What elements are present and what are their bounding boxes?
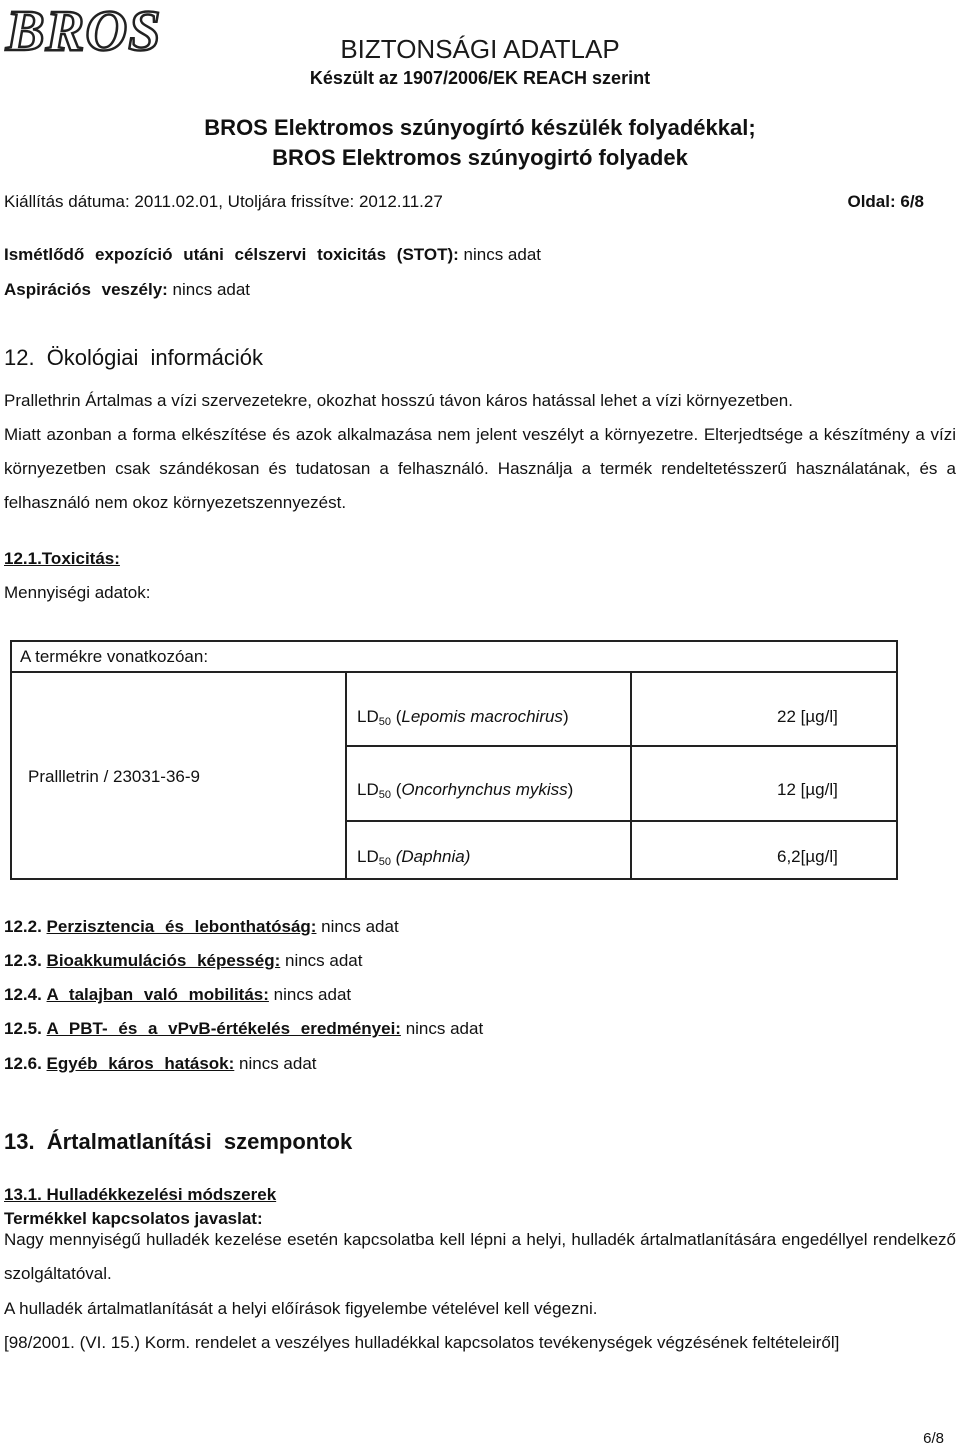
- ld-label: LD: [357, 707, 379, 726]
- section-13-paragraph-3: [98/2001. (VI. 15.) Korm. rendelet a veszélyes hulladékkal kapcsolatos tevékenységek végzésének feltételeiről]: [4, 1333, 840, 1352]
- table-value: 22 [µg/l]: [777, 707, 838, 726]
- item-12-3: [4, 951, 363, 971]
- item-label: A PBT- és a vPvB-értékelés eredményei:: [46, 1019, 401, 1038]
- item-number: 12.6.: [4, 1054, 42, 1073]
- ld-subscript: 50: [378, 789, 391, 801]
- item-value: nincs adat: [268, 985, 352, 1004]
- aspiration-line: [4, 280, 250, 300]
- section-13-1-title: [4, 1185, 276, 1205]
- item-12-4: [4, 985, 351, 1005]
- table-value: 6,2[µg/l]: [777, 847, 838, 866]
- toxicity-table: [10, 640, 898, 880]
- item-value: nincs adat: [280, 951, 363, 970]
- aspiration-value: nincs adat: [167, 280, 251, 299]
- item-12-5: [4, 1019, 483, 1039]
- table-divider: [345, 745, 898, 747]
- item-label: Bioakkumulációs képesség:: [46, 951, 281, 970]
- section-13-paragraph-1: Nagy mennyiségű hulladék kezelése esetén kapcsolatba kell lépni a helyi, hulladék ártalmatlanítására engedéllyel rendelkező szolgáltatóval.: [4, 1230, 956, 1283]
- item-label: Perzisztencia és lebonthatóság:: [46, 917, 317, 936]
- item-number: 12.5.: [4, 1019, 42, 1038]
- ld-subscript: 50: [378, 856, 391, 868]
- section-13-paragraph-2: A hulladék ártalmatlanítását a helyi előírások figyelembe vételével kell végezni.: [4, 1299, 598, 1318]
- section-13-title: 13. Ártalmatlanítási szempontok: [4, 1129, 353, 1154]
- table-divider: [345, 671, 347, 880]
- item-value: nincs adat: [234, 1054, 317, 1073]
- table-divider: [10, 671, 898, 673]
- table-substance: Prallletrin / 23031-36-9: [28, 767, 200, 786]
- page-number: Oldal: 6/8: [847, 192, 924, 211]
- table-divider: [630, 671, 632, 880]
- item-label: Egyéb káros hatások:: [46, 1054, 235, 1073]
- document-subtitle: Készült az 1907/2006/EK REACH szerint: [309, 68, 651, 88]
- ld-label: LD: [357, 847, 379, 866]
- item-value: nincs adat: [316, 917, 399, 936]
- item-12-2: [4, 917, 399, 937]
- section-12-paragraph-2: Miatt azonban a forma elkészítése és azok alkalmazása nem jelent veszélyt a környezetre. Elterjedtsége a készítmény a vízi környezetben csak szándékosan és tudatosan a felhasználó. Használja a termék rendeltetésszerű használatának, és a felhasználó nem okoz környezetszennyezést.: [4, 425, 956, 512]
- species-name: Oncorhynchus mykiss: [401, 780, 568, 799]
- footer-page-number: 6/8: [923, 1430, 944, 1447]
- item-number: 12.4.: [4, 985, 42, 1004]
- aspiration-label: Aspirációs veszély:: [4, 280, 168, 299]
- item-label: A talajban való mobilitás:: [46, 985, 269, 1004]
- product-name-line2: BROS Elektromos szúnyogirtó folyadek: [272, 145, 688, 170]
- species-name: Daphnia: [401, 847, 465, 866]
- section-12-title: 12. Ökológiai információk: [4, 345, 264, 370]
- stot-line: [4, 245, 541, 265]
- stot-label: Ismétlődő expozíció utáni célszervi toxicitás (STOT):: [4, 245, 459, 264]
- item-number: 12.2.: [4, 917, 42, 936]
- stot-value: nincs adat: [458, 245, 542, 264]
- product-recommendation-label: Termékkel kapcsolatos javaslat:: [4, 1209, 263, 1228]
- table-row: $LD_{50}$ (Oncorhynchus mykiss): [357, 780, 574, 801]
- toxicity-title-text: 12.1.Toxicitás:: [4, 549, 120, 568]
- product-name-line1: BROS Elektromos szúnyogírtó készülék folyadékkal;: [204, 115, 756, 140]
- species-name: Lepomis macrochirus: [401, 707, 563, 726]
- table-header: A termékre vonatkozóan:: [20, 647, 209, 666]
- ld-label: LD: [357, 780, 379, 799]
- ld-subscript: 50: [378, 716, 391, 728]
- quantitative-data-label: Mennyiségi adatok:: [4, 583, 151, 602]
- table-divider: [345, 820, 898, 822]
- document-title: BIZTONSÁGI ADATLAP: [340, 34, 620, 64]
- table-row: $LD_{50}$ (Daphnia): [357, 847, 471, 868]
- svg-text:BROS: BROS: [6, 0, 162, 60]
- section-12-paragraph-1: Prallethrin Ártalmas a vízi szervezetekre, okozhat hosszú távon káros hatással lehet a vízi környezetben.: [4, 391, 793, 410]
- toxicity-title: [4, 549, 120, 569]
- item-value: nincs adat: [400, 1019, 484, 1038]
- item-12-6: [4, 1054, 317, 1074]
- table-value: 12 [µg/l]: [777, 780, 838, 799]
- issue-date: Kiállítás dátuma: 2011.02.01, Utoljára frissítve: 2012.11.27: [4, 192, 443, 211]
- section-13-1-title-text: 13.1. Hulladékkezelési módszerek: [4, 1185, 277, 1204]
- table-row: $LD_{50}$ (Lepomis macrochirus): [357, 707, 569, 728]
- item-number: 12.3.: [4, 951, 42, 970]
